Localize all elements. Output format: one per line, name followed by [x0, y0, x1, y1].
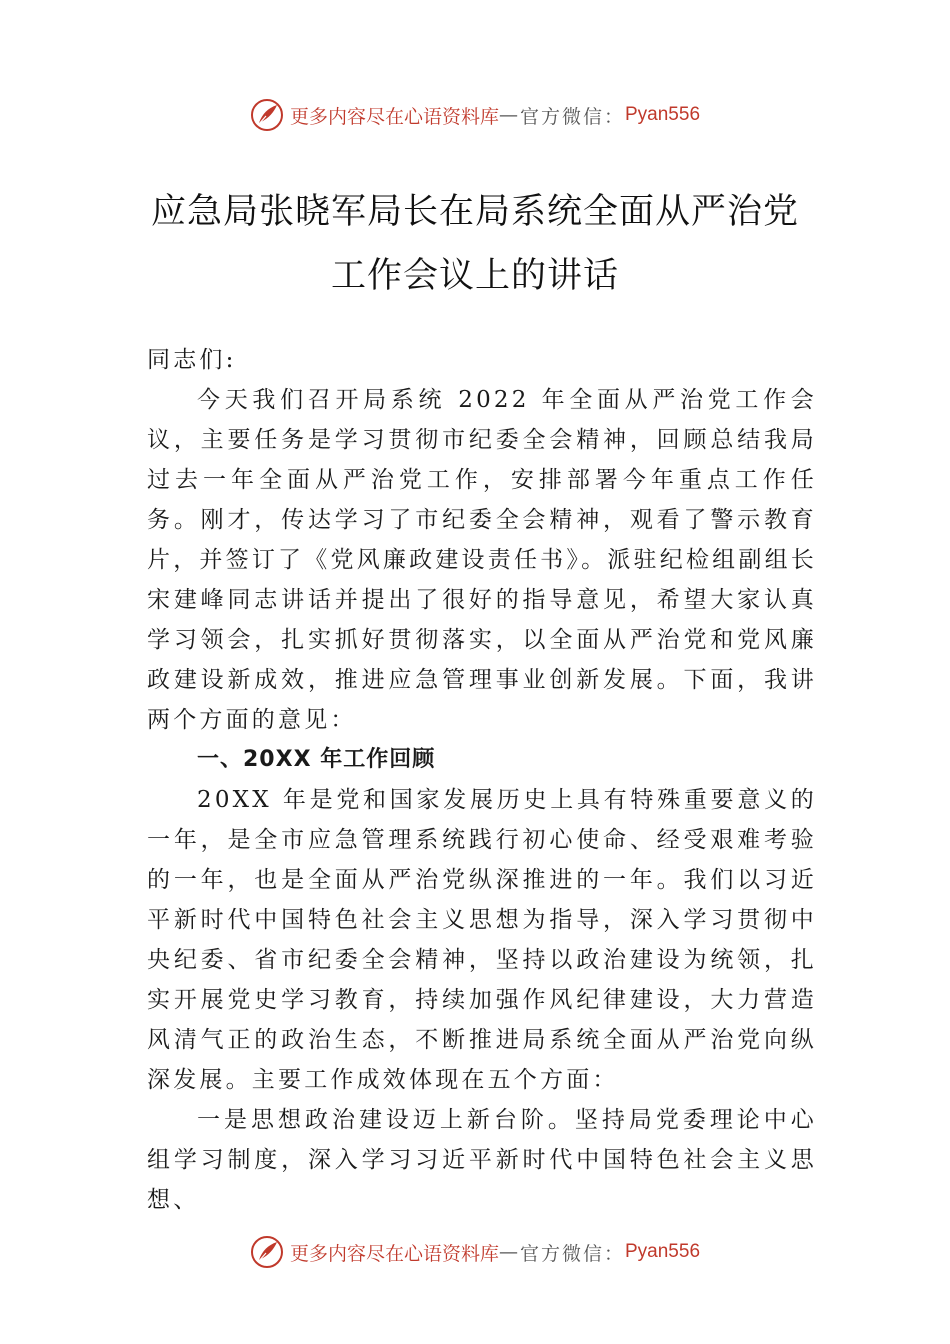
- paragraph-review: 20XX 年是党和国家发展历史上具有特殊重要意义的一年，是全市应急管理系统践行初心使命、经受艰难考验的一年，也是全面从严治党纵深推进的一年。我们以习近平新时代中国特色社会主义思想为指导，深入学习贯彻中央纪委、省市纪委全会精神，坚持以政治建设为统领，扎实开展党史学习教育，持续加强作风纪律建设，大力营造风清气正的政治生态，不断推进局系统全面从严治党向纵深发展。主要工作成效体现在五个方面：: [147, 787, 817, 1093]
- watermark-wechat-id: Pyan556: [625, 104, 701, 125]
- watermark-banner-bottom: [0, 1232, 950, 1272]
- paragraph-point-1: 一是思想政治建设迈上新台阶。坚持局党委理论中心组学习制度，深入学习习近平新时代中国特色社会主义思想、: [147, 1107, 817, 1213]
- document-title: [0, 180, 950, 308]
- quill-logo-icon: [250, 1235, 284, 1269]
- watermark-dash: —: [498, 1241, 520, 1263]
- section-heading-1: 一、20XX 年工作回顾: [197, 747, 436, 772]
- watermark-banner-top: [0, 95, 950, 135]
- document-body: [147, 340, 817, 1220]
- watermark-wechat-label: 官方微信：: [519, 105, 625, 128]
- watermark-wechat-id: Pyan556: [625, 1241, 701, 1262]
- title-line-2: 工作会议上的讲话: [330, 256, 619, 296]
- watermark-library-text: 更多内容尽在心语资料库: [289, 1242, 499, 1265]
- watermark-library-text: 更多内容尽在心语资料库: [289, 105, 499, 128]
- watermark-wechat-label: 官方微信：: [519, 1242, 625, 1265]
- salutation: 同志们:: [147, 347, 237, 373]
- paragraph-intro: 今天我们召开局系统 2022 年全面从严治党工作会议，主要任务是学习贯彻市纪委全会精神，回顾总结我局过去一年全面从严治党工作，安排部署今年重点工作任务。刚才，传达学习了市纪委全会精神，观看了警示教育片，并签订了《党风廉政建设责任书》。派驻纪检组副组长宋建峰同志讲话并提出了很好的指导意见，希望大家认真学习领会，扎实抓好贯彻落实，以全面从严治党和党风廉政建设新成效，推进应急管理事业创新发展。下面，我讲两个方面的意见：: [147, 387, 817, 733]
- watermark-dash: —: [498, 104, 520, 126]
- quill-logo-icon: [250, 98, 284, 132]
- title-line-1: 应急局张晓军局长在局系统全面从严治党: [150, 192, 799, 232]
